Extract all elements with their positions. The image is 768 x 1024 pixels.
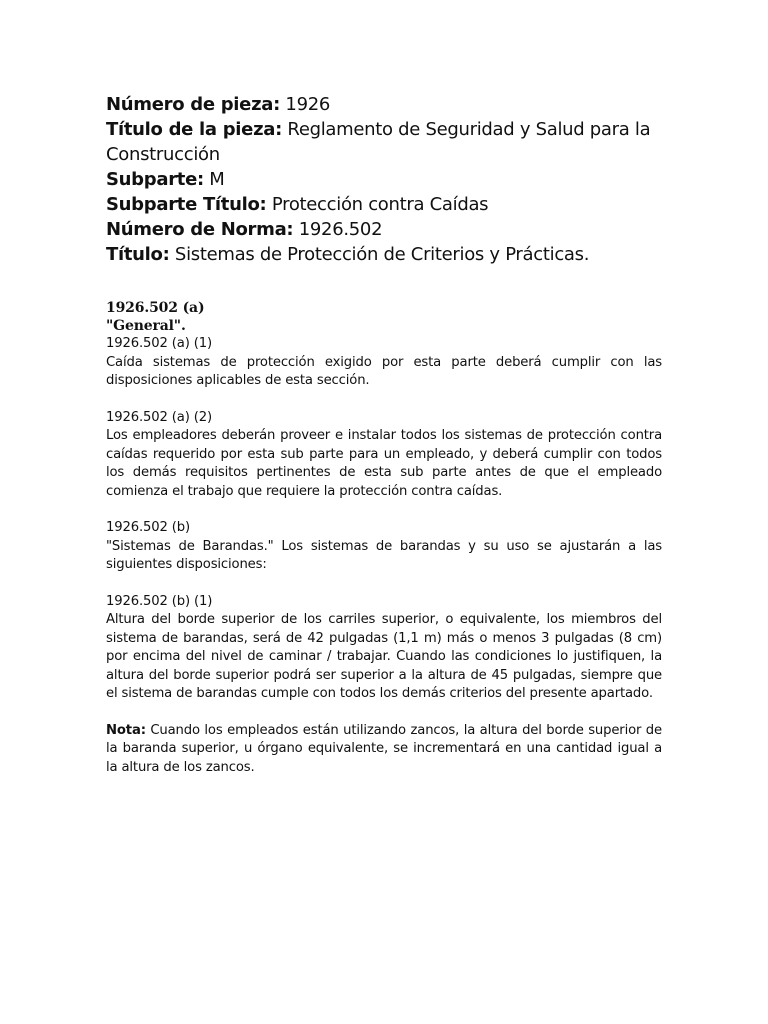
title-line [106, 242, 662, 267]
subpart-title-line [106, 192, 662, 217]
title-value: Sistemas de Protección de Criterios y Prácticas. [169, 244, 590, 265]
subpart-label: Subparte: [106, 169, 204, 190]
paragraph-gap [106, 501, 662, 519]
section-a-id: 1926.502 (a) [106, 300, 205, 316]
subpart-title-label: Subparte Título: [106, 194, 267, 215]
section-a1-id: 1926.502 (a) (1) [106, 336, 212, 351]
subpart-value: M [203, 169, 225, 190]
part-number-line [106, 92, 662, 117]
title-label: Título: [106, 244, 170, 265]
section-b1-text: Altura del borde superior de los carriles superior, o equivalente, los miembros del sistema de barandas, será de 42 pulgadas (1,1 m) más o menos 3 pulgadas (8 cm) por encima del nivel de caminar / trabajar. Cuando las condiciones lo justifiquen, la altura del borde superior podrá ser superior a la altura de 45 pulgadas, siempre que el sistema de barandas cumple con todos los demás criterios del presente apartado. [106, 612, 662, 701]
note-text: Cuando los empleados están utilizando zancos, la altura del borde superior de la baranda superior, u órgano equivalente, se incrementará en una cantidad igual a la altura de los zancos. [106, 722, 662, 775]
standard-number-line [106, 217, 662, 242]
section-a2-id: 1926.502 (a) (2) [106, 409, 212, 425]
document-page [106, 92, 662, 777]
paragraph-gap [106, 575, 662, 593]
section-a1-text: Caída sistemas de protección exigido por esta parte deberá cumplir con las disposiciones aplicables de esta sección. [106, 354, 662, 388]
paragraph-gap [106, 704, 662, 722]
subpart-title-value: Protección contra Caídas [266, 194, 489, 215]
document-body [106, 299, 662, 777]
part-number-label: Número de pieza: [106, 94, 280, 115]
document-header [106, 92, 662, 267]
section-b1-id: 1926.502 (b) (1) [106, 593, 213, 609]
subpart-line [106, 167, 662, 192]
section-a2-text: Los empleadores deberán proveer e instalar todos los sistemas de protección contra caídas requerido por esta sub parte para un empleado, y deberá cumplir con todos los demás requisitos pertinentes de esta sub parte antes de que el empleado comienza el trabajo que requiere la protección contra caídas. [106, 428, 662, 499]
standard-number-value: 1926.502 [293, 219, 383, 240]
paragraph-gap [106, 391, 662, 409]
section-b-id: 1926.502 (b) [106, 520, 190, 535]
part-title-label: Título de la pieza: [106, 119, 282, 140]
standard-number-label: Número de Norma: [106, 219, 294, 240]
part-number-value: 1926 [280, 94, 331, 115]
part-title-value: Reglamento de Seguridad y Salud para la Construcción [106, 119, 651, 165]
note-paragraph [106, 722, 662, 778]
section-b-text: "Sistemas de Barandas." Los sistemas de barandas y su uso se ajustarán a las siguientes disposiciones: [106, 538, 662, 572]
section-a-name: "General". [106, 318, 186, 334]
part-title-line [106, 117, 662, 167]
note-label: Nota: [106, 722, 146, 738]
